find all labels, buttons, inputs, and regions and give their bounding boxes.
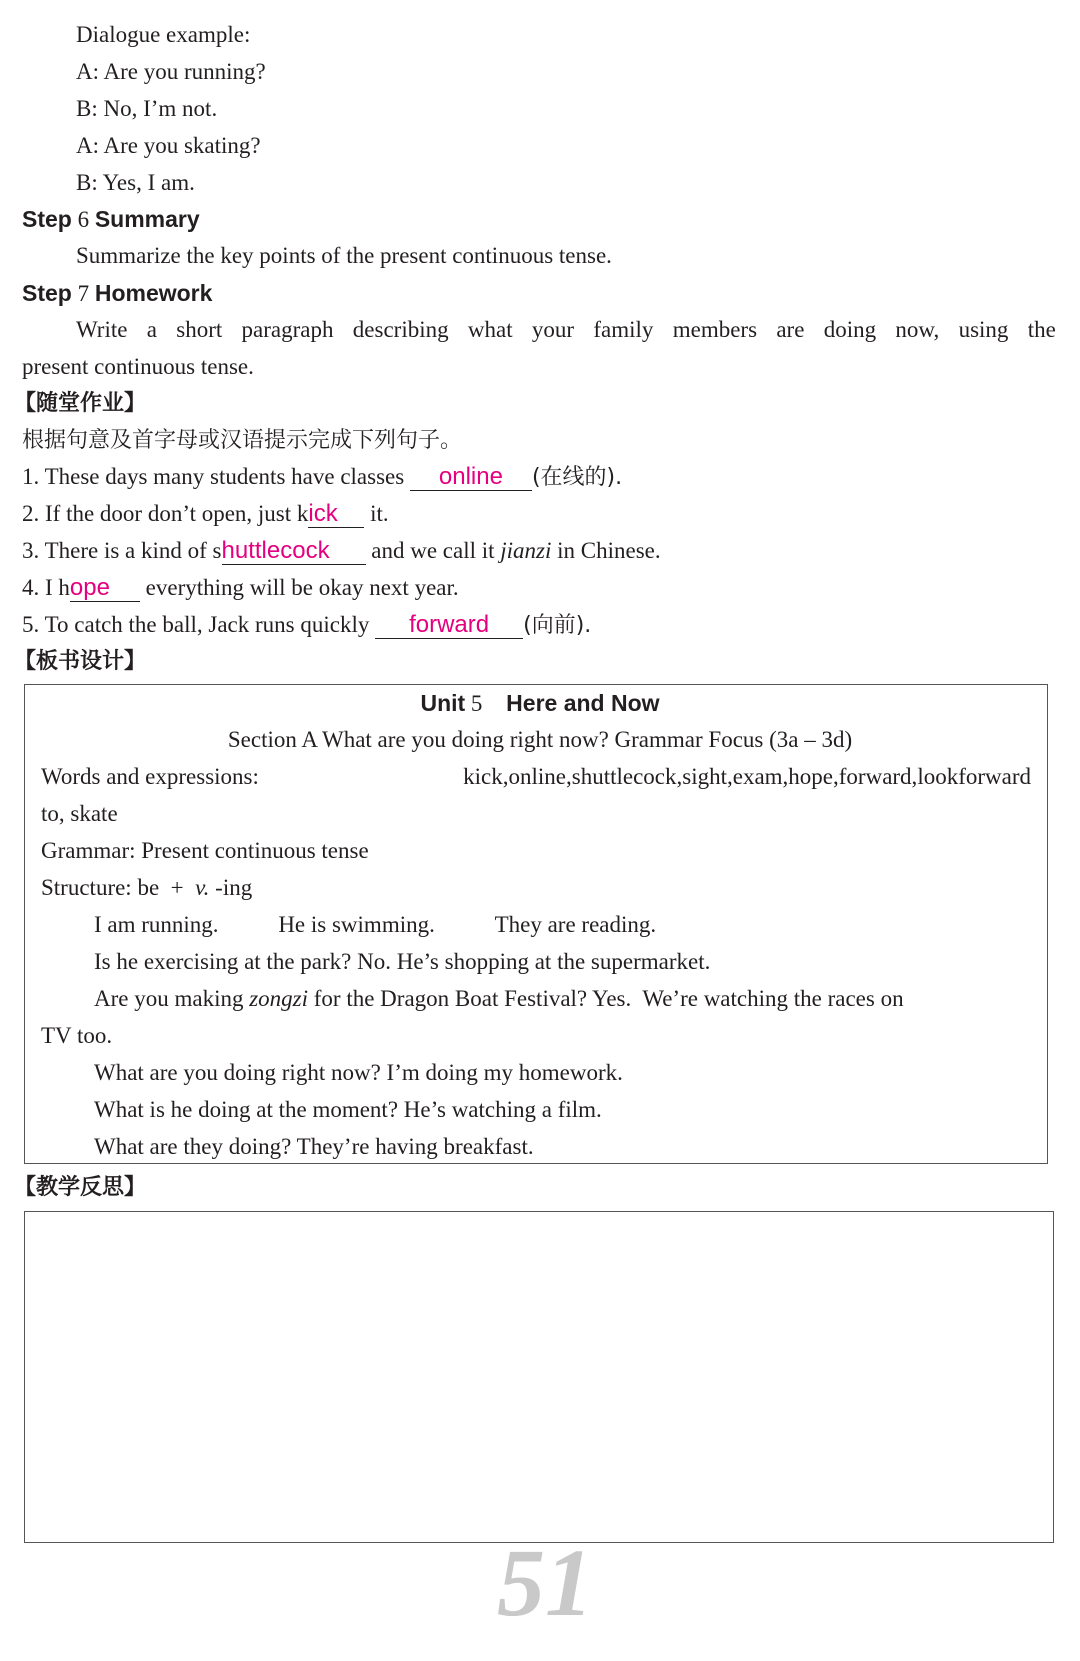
- example-5: What is he doing at the moment? He’s watching a film.: [94, 1097, 602, 1122]
- word: the: [1027, 317, 1056, 342]
- page-number: 51: [497, 1529, 593, 1636]
- word: Write: [76, 317, 128, 342]
- unit-num: 5: [470, 691, 483, 716]
- dialogue-line: B: Yes, I am.: [76, 170, 195, 195]
- word: look: [917, 764, 959, 789]
- example: He is swimming.: [278, 912, 435, 937]
- word: your: [531, 317, 575, 342]
- structure-text: -ing: [209, 875, 253, 900]
- step7-title: Homework: [94, 280, 213, 306]
- item-italic: jianzi: [500, 538, 552, 563]
- step6-label: Step: [22, 206, 72, 232]
- example: They are reading.: [494, 912, 657, 937]
- word: using: [958, 317, 1009, 342]
- grammar-line: Grammar: Present continuous tense: [41, 838, 369, 863]
- item-text: 5. To catch the ball, Jack runs quickly: [22, 612, 376, 637]
- example-italic: zongzi: [249, 986, 309, 1011]
- dialogue-line: A: Are you skating?: [76, 133, 261, 158]
- item-text: 4. I h: [22, 575, 70, 600]
- word: shuttlecock,: [571, 764, 683, 789]
- example-text: Are you making: [94, 986, 250, 1011]
- step7-text-line1: [76, 315, 1056, 345]
- word: hope,: [788, 764, 839, 789]
- step6-heading: [22, 204, 200, 234]
- word: forward: [958, 764, 1031, 789]
- dialogue-line: B: No, I’m not.: [76, 96, 218, 121]
- step7-num: 7: [77, 281, 90, 306]
- word: forward,: [838, 764, 918, 789]
- exercise-item-2: [22, 499, 389, 529]
- answer-blank: online: [410, 464, 532, 491]
- structure-v: v.: [195, 875, 210, 900]
- answer-blank: ick: [308, 501, 364, 528]
- exercise-item-3: [22, 536, 661, 566]
- exercise-item-5: [22, 610, 591, 640]
- dialogue-line: A: Are you running?: [76, 59, 266, 84]
- step7-heading: [22, 278, 212, 308]
- item-text: 1. These days many students have classes: [22, 464, 410, 489]
- example-3-cont: TV too.: [41, 1023, 113, 1048]
- reflection-box: [24, 1211, 1054, 1543]
- exercise-instruction: 根据句意及首字母或汉语提示完成下列句子。: [22, 428, 463, 453]
- step6-num: 6: [77, 207, 90, 232]
- item-text: 3. There is a kind of s: [22, 538, 222, 563]
- step6-title: Summary: [94, 206, 200, 232]
- section-title: Section A What are you doing right now? Grammar Focus (3a – 3d): [227, 727, 853, 752]
- structure-text: Structure: be +: [41, 875, 196, 900]
- unit-title: Here and Now: [506, 690, 660, 716]
- item-text: 2. If the door don’t open, just k: [22, 501, 309, 526]
- example-3: [94, 984, 904, 1014]
- word: doing: [823, 317, 877, 342]
- word: sight,: [682, 764, 733, 789]
- word: exam,: [732, 764, 789, 789]
- answer-blank: forward: [375, 612, 523, 639]
- step7-label: Step: [22, 280, 72, 306]
- word: now,: [895, 317, 940, 342]
- item-text: it.: [364, 501, 389, 526]
- answer-blank: ope: [70, 575, 140, 602]
- word: a: [146, 317, 157, 342]
- word: members: [672, 317, 758, 342]
- word: what: [467, 317, 513, 342]
- example-2: Is he exercising at the park? No. He’s shopping at the supermarket.: [94, 949, 711, 974]
- word: online,: [508, 764, 572, 789]
- item-text: (向前).: [523, 613, 592, 638]
- exercise-item-1: [22, 462, 622, 492]
- structure-line: [41, 873, 252, 903]
- example: I am running.: [94, 912, 219, 937]
- item-text: (在线的).: [531, 465, 623, 490]
- reflection-header: 【教学反思】: [14, 1175, 147, 1200]
- words-line-2: to, skate: [41, 801, 118, 826]
- step7-text-line2: present continuous tense.: [22, 354, 254, 379]
- word: paragraph: [241, 317, 334, 342]
- board-header: 【板书设计】: [14, 649, 147, 674]
- word: short: [176, 317, 223, 342]
- word: are: [776, 317, 805, 342]
- word: kick,: [463, 764, 509, 789]
- words-line: [41, 762, 1031, 792]
- dialogue-title: Dialogue example:: [76, 22, 251, 47]
- examples-line-1: [94, 910, 656, 940]
- example-4: What are you doing right now? I’m doing my homework.: [94, 1060, 623, 1085]
- words-label: Words and expressions:: [41, 764, 259, 789]
- item-text: everything will be okay next year.: [139, 575, 459, 600]
- answer-blank: huttlecock: [222, 538, 366, 565]
- word: family: [593, 317, 654, 342]
- example-6: What are they doing? They’re having breakfast.: [94, 1134, 534, 1159]
- unit-label: Unit: [420, 690, 466, 716]
- exercise-header: 【随堂作业】: [14, 391, 147, 416]
- unit-title-line: [0, 688, 1080, 718]
- step6-text: Summarize the key points of the present continuous tense.: [76, 243, 612, 268]
- word: describing: [352, 317, 449, 342]
- example-text: for the Dragon Boat Festival? Yes. We’re watching the races on: [308, 986, 904, 1011]
- item-text: and we call it: [365, 538, 501, 563]
- exercise-item-4: [22, 573, 459, 603]
- item-text: in Chinese.: [551, 538, 661, 563]
